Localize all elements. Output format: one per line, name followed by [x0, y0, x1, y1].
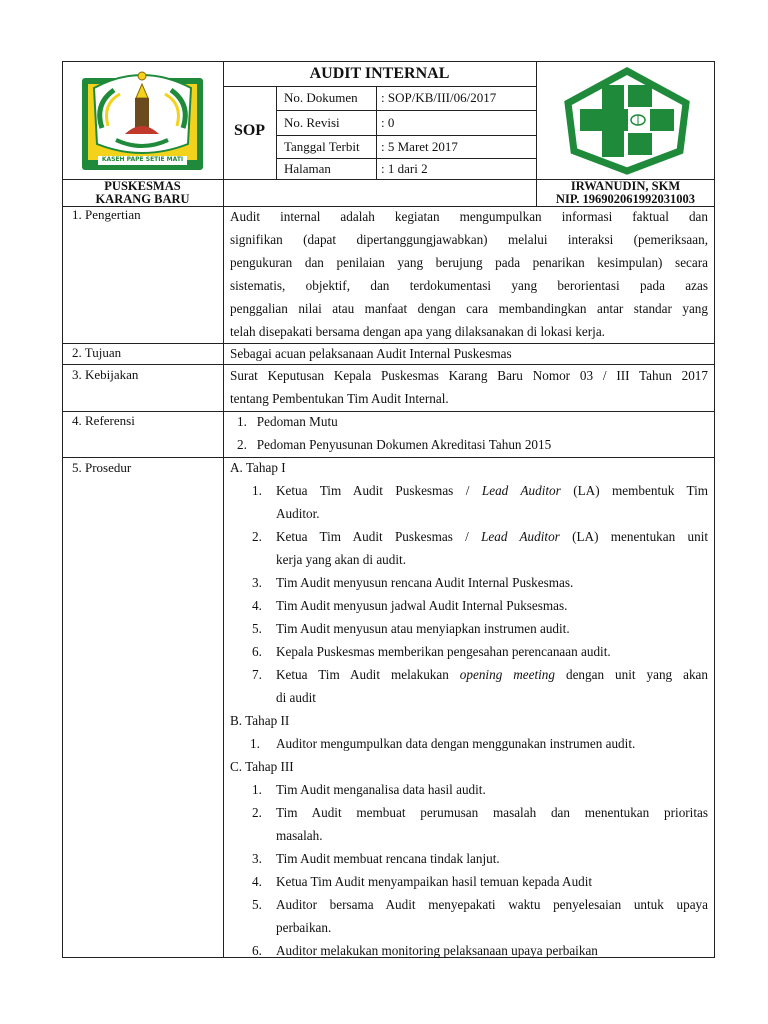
document-title: AUDIT INTERNAL	[309, 65, 450, 82]
page-label: Halaman	[284, 161, 331, 176]
regional-logo	[80, 68, 205, 173]
revision-value: : 0	[381, 115, 395, 130]
tahap3-heading: C. Tahap III	[230, 759, 294, 774]
list-item: 2. Tim Audit membuat perumusan masalah dan menentukan prioritas masalah.	[252, 805, 708, 843]
signer-name: IRWANUDIN, SKM	[570, 179, 681, 193]
revision-label: No. Revisi	[284, 115, 340, 130]
section-referensi-list	[237, 410, 551, 456]
list-item: 1. Auditor mengumpulkan data dengan menggunakan instrumen audit.	[250, 736, 636, 751]
section-prosedur-content	[230, 456, 708, 962]
list-item: 2. Pedoman Penyusunan Dokumen Akreditasi Tahun 2015	[237, 437, 552, 452]
tahap2-heading: B. Tahap II	[230, 713, 290, 728]
section-referensi-label: 4. Referensi	[72, 413, 135, 428]
list-item: 6. Auditor melakukan monitoring pelaksanaan upaya perbaikan	[252, 943, 598, 958]
health-cross-logo	[562, 67, 692, 175]
section-pengertian-text: Audit internal adalah kegiatan mengumpulkan informasi faktual dan signifikan (dapat dipertanggungjawabkan) melalui interaksi (pemeriksaan, pengukuran dan penilaian yang berujung pada penarikan kesimpulan) secara sistematis, objektif, dan terdokumentasi yang berorientasi pada azas penggalian nilai atau manfaat dengan cara membandingkan antar standar yang telah disepakati bersama dengan apa yang dilaksanakan di lokasi kerja.	[230, 209, 708, 339]
section-prosedur-label: 5. Prosedur	[72, 460, 132, 475]
org-name-line2: KARANG BARU	[95, 192, 190, 206]
list-item: 1. Pedoman Mutu	[237, 414, 338, 429]
logo-motto: KASEH PAPE SETIE MATI	[101, 156, 184, 163]
org-name-line1: PUSKESMAS	[104, 179, 181, 193]
page-value: : 1 dari 2	[381, 161, 428, 176]
list-item: 3. Tim Audit menyusun rencana Audit Internal Puskesmas.	[252, 575, 574, 590]
section-kebijakan-label: 3. Kebijakan	[72, 367, 139, 382]
doc-number-value: : SOP/KB/III/06/2017	[381, 90, 497, 105]
list-item: 7. Ketua Tim Audit melakukan opening meeting dengan unit yang akan di audit	[252, 667, 708, 705]
list-item: 1. Tim Audit menganalisa data hasil audit.	[252, 782, 486, 797]
section-kebijakan-text: Surat Keputusan Kepala Puskesmas Karang Baru Nomor 03 / III Tahun 2017 tentang Pembentukan Tim Audit Internal.	[230, 368, 708, 406]
list-item: 6. Kepala Puskesmas memberikan pengesahan perencanaan audit.	[252, 644, 611, 659]
list-item: 4. Tim Audit menyusun jadwal Audit Internal Puksesmas.	[252, 598, 568, 613]
section-tujuan-text: Sebagai acuan pelaksanaan Audit Internal Puskesmas	[230, 346, 512, 361]
sop-label: SOP	[233, 122, 266, 139]
signer-nip: NIP. 196902061992031003	[555, 192, 696, 206]
list-item: 5. Tim Audit menyusun atau menyiapkan instrumen audit.	[252, 621, 570, 636]
doc-number-label: No. Dokumen	[284, 90, 358, 105]
list-item: 1. Ketua Tim Audit Puskesmas / Lead Auditor (LA) membentuk Tim Auditor.	[252, 483, 709, 521]
section-pengertian-label: 1. Pengertian	[72, 207, 141, 222]
issue-date-label: Tanggal Terbit	[284, 139, 360, 154]
list-item: 4. Ketua Tim Audit menyampaikan hasil temuan kepada Audit	[252, 874, 593, 889]
issue-date-value: : 5 Maret 2017	[381, 139, 458, 154]
list-item: 2. Ketua Tim Audit Puskesmas / Lead Auditor (LA) menentukan unit kerja yang akan di audit.	[252, 529, 709, 567]
list-item: 5. Auditor bersama Audit menyepakati waktu penyelesaian untuk upaya perbaikan.	[252, 897, 708, 935]
list-item: 3. Tim Audit membuat rencana tindak lanjut.	[252, 851, 500, 866]
tahap1-heading: A. Tahap I	[230, 460, 286, 475]
section-tujuan-label: 2. Tujuan	[72, 345, 122, 360]
